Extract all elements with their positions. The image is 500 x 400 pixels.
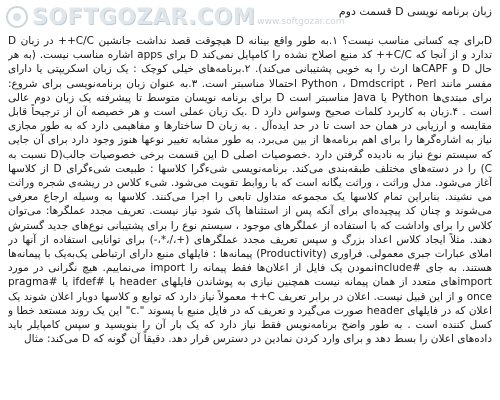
watermark-domain: www.softgozar.com — [257, 17, 345, 27]
document — [8, 4, 492, 396]
document-body: Dبرای چه کسانی مناسب نیست؟ ۱.به طور واقع بینانه D هیچوقت قصد نداشت جانشین C/C++ در زبان D تدارد و از آنجا که C/C++ کد منبع اصلاح نشده را کامپایل نمی‌کند D برای apps اشاره مناسب نیست. (به هر حال D و CAPFها ارث را به خوبی پشتیبانی می‌کند). ۲.برنامه‌های خیلی کوچک : یک زبان اسکریپتی یا دارای مفسر مانند Python ، Dmdscript ، Perl احتمالا مناسبتر است. ۳.به عنوان زبان برنامه‌نویسی برای شروع: برای مبتدی‌ها Python یا Java مناسبتر است D برای برنامه نویسان متوسط تا پیشرفته یک زبان دوم عالی است . ۴.زبان به کاربرد کلمات صحیح وسواس دارد D .یک زبان عملی است و هر خصیصه آن از ترجیحاً قابل مقایسه و ارزیابی در همان حد است تا در حد ایده‌آل . به زبان D ساختارها و مفاهیمی دارد که به طور مجازی نیاز به اشاره‌گرها را برای اهم برنامه‌ها از بین می‌برد. به طور مشابه تغییر نوعها هنوز وجود دارد برای آن جایی که سیستم نوع نیاز به نادیده گرفتن دارد .خصوصیات اصلی D این قسمت برخی خصوصیات جالب(D نسبت به C) را در دسته‌های مختلف طبقه‌بندی می‌کند. برنامه‌نویسی شیءگرا کلاسها : طبیعت شیءگرای D از کلاسها آغاز می‌شود. مدل وراثت ، وراثت یگانه است که با روابط تقویت می‌شود. شیء کلاس در ریشه‌ی شجره وراثت می نشیند. بنابراین تمام کلاسها یک مجموعه متداول تابعی را اجرا می‌کنند. کلاسها به وسیله ارجاع معرفی می‌شوند و چنان کد پیچیده‌ای برای آنکه پس از استثناها پاک شود نیاز نیست. تعریف مجدد عملگرها: می‌توان کلاس را برای واداشت که با استفاده از عملگرهای موجود ، سیستم نوع را برای پشتیبانی نوع‌های جدید گسترش دهند. مثلاً ایجاد کلاس اعداد بزرگ و سپس تعریف مجدد عملگرهای (+،/،*،-) برای توانایی استفاده از آنها در املای عبارات جبری معمولی. فراوری (Productivity) پیمانه‌ها : فایلهای منبع دارای ارتباطی یک‌به‌یک با پیمانه‌ها هستند. به جای #includeنمودن یک فایل از اعلان‌ها فقط پیمانه را import می‌نماییم. هیچ نگرانی در مورد importهای متعدد از همان پیمانه نیست همچنین نیازی به پوشاندن فایلهای header با #ifdef یا #pragma once و از این قبیل نیست. اعلان در برابر تعریف C++ معمولاً نیاز دارد که توابع و کلاسها دوبار اعلان شوند یک اعلان که در فایلهای header صورت می‌گیرد و تعریف که در فایل منبع با پسوند ".c" این یک روند مستعد خطا و کسل کننده است . به طور واضح برنامه‌نویس فقط نیاز دارد که یک بار آن را بنویسید و سپس کامپایلر باید داده‌های اعلان را بسط دهد و برای وارد کردن نمادین در دسترس قرار دهد. دقیقاً آن گونه که D می‌کند: مثال — [8, 35, 492, 346]
document-title: زبان برنامه نویسی D قسمت دوم — [338, 5, 492, 18]
watermark-text: SOFTGOZAR.COM — [32, 4, 256, 30]
